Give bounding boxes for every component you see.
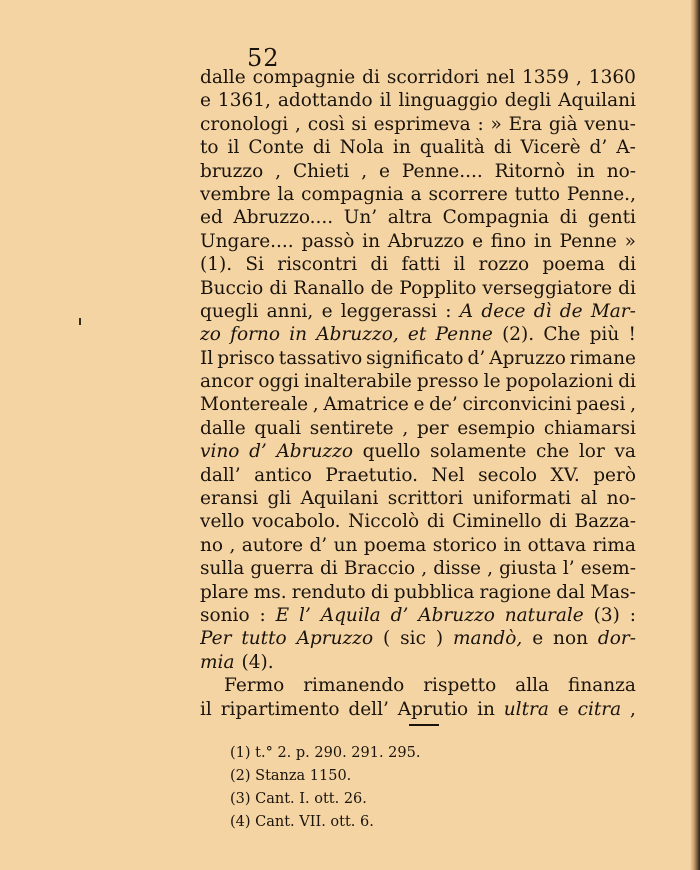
word: ,	[630, 394, 636, 416]
word: prisco	[217, 347, 275, 369]
word: in	[362, 230, 381, 252]
text-line	[200, 464, 636, 487]
word: ,	[312, 394, 319, 416]
word: ,	[576, 67, 582, 88]
word: d’	[309, 534, 328, 556]
word: (4).	[241, 651, 274, 673]
word: ancor	[200, 371, 254, 393]
text-line	[200, 370, 636, 393]
text-line	[200, 113, 636, 136]
word: Abruzzo	[418, 604, 495, 626]
word: storico	[432, 534, 498, 556]
word: no-	[606, 488, 636, 510]
word: vocabolo.	[251, 511, 341, 533]
word: scorrere	[428, 183, 508, 205]
text-line	[200, 534, 636, 557]
text-line	[200, 440, 636, 463]
word: 1359	[521, 67, 570, 88]
word: finanza	[567, 675, 636, 697]
word: e	[557, 698, 569, 720]
word: l’	[299, 604, 311, 626]
word: circonvicini	[462, 394, 572, 416]
word: dì	[533, 300, 552, 322]
word: l’	[562, 558, 575, 580]
word: Abruzzo,	[316, 324, 399, 346]
word: Ranallo	[293, 277, 365, 299]
word: però	[593, 464, 636, 486]
word: più	[589, 324, 620, 346]
footnote: (1) t.° 2. p. 290. 291. 295.	[230, 745, 421, 761]
word: sic	[400, 628, 426, 650]
word: Penne.,	[566, 183, 636, 205]
text-line	[200, 136, 636, 159]
text-line	[200, 323, 636, 346]
word: sulla	[200, 558, 245, 580]
word: il	[453, 254, 466, 276]
word: dall’	[200, 464, 241, 486]
word: Fermo	[224, 675, 285, 697]
word: 1361,	[217, 90, 271, 112]
word: forno	[230, 324, 280, 346]
word: in	[533, 230, 552, 252]
word: presso	[416, 371, 479, 393]
word: :	[259, 604, 266, 626]
word: paesi	[576, 394, 626, 416]
word: che	[536, 441, 570, 463]
word: uniformati	[472, 488, 571, 510]
word: di	[618, 371, 636, 393]
word: ms.	[253, 581, 287, 603]
word: e	[200, 90, 211, 112]
text-line	[200, 253, 636, 276]
word: dal	[556, 581, 586, 603]
word: Vicerè	[520, 137, 581, 159]
word: quegli	[200, 300, 259, 322]
word: nel	[486, 67, 515, 88]
word: compagnia	[301, 183, 404, 205]
word: :	[477, 113, 484, 135]
word: A	[459, 300, 474, 322]
word: va	[614, 441, 636, 463]
word: ottava	[527, 534, 587, 556]
word: Un’	[343, 207, 378, 229]
word: dalle	[200, 417, 246, 439]
word: Nola	[339, 137, 384, 159]
word: d’	[467, 347, 486, 369]
text-line	[200, 230, 636, 253]
word: giusta	[499, 558, 557, 580]
text-line	[200, 627, 636, 650]
word: e	[321, 300, 333, 322]
word: de	[559, 300, 583, 322]
word: to	[200, 137, 219, 159]
word: (1).	[200, 254, 233, 276]
word: ,	[229, 534, 236, 556]
footnote: (2) Stanza 1150.	[230, 768, 352, 784]
word: adottando	[277, 90, 373, 112]
word: rimanendo	[303, 675, 405, 697]
word: esempio	[457, 417, 536, 439]
word: »	[490, 113, 502, 135]
word: il	[227, 137, 240, 159]
word: dece	[481, 300, 526, 322]
word: vello	[200, 511, 245, 533]
text-line	[200, 183, 636, 206]
word: Aprutio	[397, 698, 469, 720]
word: Penne	[559, 230, 617, 252]
word: il	[200, 698, 212, 720]
word: guerra	[250, 558, 314, 580]
word: ,	[361, 160, 368, 182]
word: di	[618, 254, 636, 276]
word: riscontri	[277, 254, 358, 276]
word: di	[362, 67, 380, 88]
word: di	[319, 558, 338, 580]
word: mandò,	[452, 628, 523, 650]
word: vembre	[200, 183, 271, 205]
word: in	[392, 137, 411, 159]
text-line	[200, 417, 636, 440]
word: Apruzzo	[296, 628, 374, 650]
word: antico	[254, 464, 312, 486]
word: Mar-	[590, 300, 636, 322]
word: al	[580, 488, 598, 510]
footnotes	[230, 742, 420, 834]
word: in	[289, 324, 308, 346]
text-line	[200, 510, 636, 533]
word: di	[269, 277, 288, 299]
word: in	[576, 160, 595, 182]
word: lor	[578, 441, 605, 463]
word: esprimeva	[373, 113, 471, 135]
page-number: 52	[247, 44, 280, 72]
word: A-	[616, 137, 636, 159]
word: Abruzzo	[276, 441, 354, 463]
word: Ungare....	[200, 230, 294, 252]
word: di	[312, 137, 331, 159]
word: d’	[589, 137, 608, 159]
word: ,	[295, 113, 301, 135]
word: renduto	[291, 581, 366, 603]
word: dor-	[597, 628, 636, 650]
footnote: (4) Cant. VII. ott. 6.	[230, 814, 374, 830]
word: rimane	[569, 347, 636, 369]
word: di	[370, 254, 389, 276]
word: ripartimento	[220, 698, 340, 720]
word: Aquila	[320, 604, 381, 626]
word: Apruzzo	[489, 347, 566, 369]
word: oggi	[258, 371, 300, 393]
word: (2).	[502, 324, 535, 346]
word: )	[435, 628, 444, 650]
word: Nel	[431, 464, 465, 486]
word: no	[200, 534, 224, 556]
word: esem-	[580, 558, 636, 580]
word: solamente	[430, 441, 527, 463]
word: et	[407, 324, 427, 346]
text-line	[200, 581, 636, 604]
word: dalle	[200, 67, 246, 88]
word: compagnie	[252, 67, 356, 88]
word: Braccio	[343, 558, 416, 580]
word: scrittori	[387, 488, 464, 510]
word: de	[370, 277, 394, 299]
word: per	[416, 417, 449, 439]
word: Penne....	[401, 160, 483, 182]
word: di	[370, 581, 389, 603]
word: d’	[390, 604, 409, 626]
word: venu-	[584, 113, 636, 135]
word: verseggiatore	[482, 277, 613, 299]
page-edge-shadow	[690, 0, 700, 870]
word: Popplito	[399, 277, 477, 299]
word: tutto	[514, 183, 561, 205]
text-line	[200, 277, 636, 300]
word: ,	[402, 417, 409, 439]
word: de’	[429, 394, 458, 416]
word: Chieti	[292, 160, 350, 182]
word: XV.	[550, 464, 580, 486]
word: alla	[515, 675, 550, 697]
word: Si	[245, 254, 264, 276]
word: gli	[267, 488, 292, 510]
text-line	[200, 651, 636, 674]
word: di	[426, 511, 445, 533]
text-line	[200, 698, 636, 721]
text-line	[200, 206, 636, 229]
text-line	[200, 393, 636, 416]
word: ,	[487, 558, 493, 580]
word: Ritornò	[494, 160, 565, 182]
word: Buccio	[200, 277, 264, 299]
word: sonio	[200, 604, 250, 626]
word: mia	[200, 651, 235, 673]
text-line	[200, 674, 636, 697]
word: sentirete	[309, 417, 394, 439]
word: qualità	[419, 137, 485, 159]
word: il	[379, 90, 392, 112]
text-line	[200, 557, 636, 580]
word: la	[277, 183, 295, 205]
word: eransi	[200, 488, 259, 510]
word: !	[628, 324, 636, 346]
word: (	[383, 628, 391, 650]
word: Mas-	[590, 581, 636, 603]
word: Ciminello	[452, 511, 542, 533]
word: fatti	[401, 254, 441, 276]
word: popolazioni	[505, 371, 614, 393]
word: di	[559, 207, 578, 229]
word: un	[333, 534, 358, 556]
word: altra	[387, 207, 432, 229]
word: già	[548, 113, 578, 135]
footnote-separator	[409, 724, 439, 726]
word: di	[618, 277, 636, 299]
word: fino	[490, 230, 527, 252]
word: vino	[200, 441, 240, 463]
word: a	[410, 183, 422, 205]
text-line	[200, 66, 636, 89]
word: cronologi	[200, 113, 289, 135]
word: Aquilani	[300, 488, 379, 510]
word: ,	[421, 558, 428, 580]
word: Era	[508, 113, 543, 135]
body-text	[200, 66, 636, 721]
word: e	[472, 230, 484, 252]
text-line	[200, 300, 636, 323]
word: e	[532, 628, 544, 650]
word: linguaggio	[398, 90, 498, 112]
word: Praetutio.	[325, 464, 419, 486]
word: chiamarsi	[543, 417, 636, 439]
text-line	[200, 604, 636, 627]
word: ,	[275, 160, 282, 182]
word: :	[629, 604, 636, 626]
word: quello	[362, 441, 421, 463]
word: Penne	[435, 324, 493, 346]
word: poema	[363, 534, 427, 556]
word: in	[477, 698, 495, 720]
word: d’	[249, 441, 267, 463]
word: plare	[200, 581, 249, 603]
word: Amatrice	[323, 394, 409, 416]
word: di	[549, 511, 567, 533]
word: leggerassi	[340, 300, 438, 322]
word: quali	[254, 417, 301, 439]
word: »	[624, 230, 636, 252]
word: scorridori	[386, 67, 480, 88]
word: Che	[543, 324, 581, 346]
word: dell’	[348, 698, 389, 720]
word: ragione	[479, 581, 552, 603]
text-line	[200, 89, 636, 112]
word: pubblica	[393, 581, 475, 603]
text-line	[200, 160, 636, 183]
word: E	[275, 604, 290, 626]
word: di	[493, 137, 512, 159]
text-line	[200, 347, 636, 370]
word: Abruzzo	[387, 230, 465, 252]
word: secolo	[478, 464, 538, 486]
word: Conte	[248, 137, 304, 159]
word: si	[351, 113, 367, 135]
word: significato	[366, 347, 464, 369]
word: degli	[504, 90, 552, 112]
word: zo	[200, 324, 221, 346]
word: Il	[200, 347, 214, 369]
word: non	[553, 628, 588, 650]
word: ed	[200, 207, 223, 229]
footnote: (3) Cant. I. ott. 26.	[230, 791, 367, 807]
word: Per	[200, 628, 232, 650]
word: rima	[592, 534, 636, 556]
word: disse	[433, 558, 481, 580]
word: naturale	[504, 604, 584, 626]
word: citra	[577, 698, 622, 720]
word: (3)	[593, 604, 620, 626]
word: tassativo	[278, 347, 363, 369]
word: bruzzo	[200, 160, 264, 182]
word: in	[503, 534, 522, 556]
ink-speck	[79, 318, 81, 325]
word: Abruzzo....	[233, 207, 334, 229]
word: Niccolò	[348, 511, 420, 533]
word: rispetto	[423, 675, 497, 697]
word: genti	[587, 207, 636, 229]
word: e	[379, 160, 390, 182]
word: ultra	[503, 698, 549, 720]
word: tutto	[241, 628, 287, 650]
word: no-	[606, 160, 636, 182]
word: Bazza-	[574, 511, 636, 533]
word: autore	[241, 534, 304, 556]
word: Aquilani	[558, 90, 636, 112]
word: passò	[301, 230, 355, 252]
word: così	[307, 113, 345, 135]
word: ,	[630, 698, 636, 720]
word: le	[483, 371, 501, 393]
word: poema	[542, 254, 605, 276]
word: inalterabile	[304, 371, 412, 393]
word: Compagnia	[442, 207, 549, 229]
word: 1360	[588, 67, 636, 88]
text-line	[200, 487, 636, 510]
word: anni,	[266, 300, 314, 322]
word: e	[413, 394, 425, 416]
word: Montereale	[200, 394, 309, 416]
word: :	[445, 300, 452, 322]
word: rozzo	[478, 254, 530, 276]
